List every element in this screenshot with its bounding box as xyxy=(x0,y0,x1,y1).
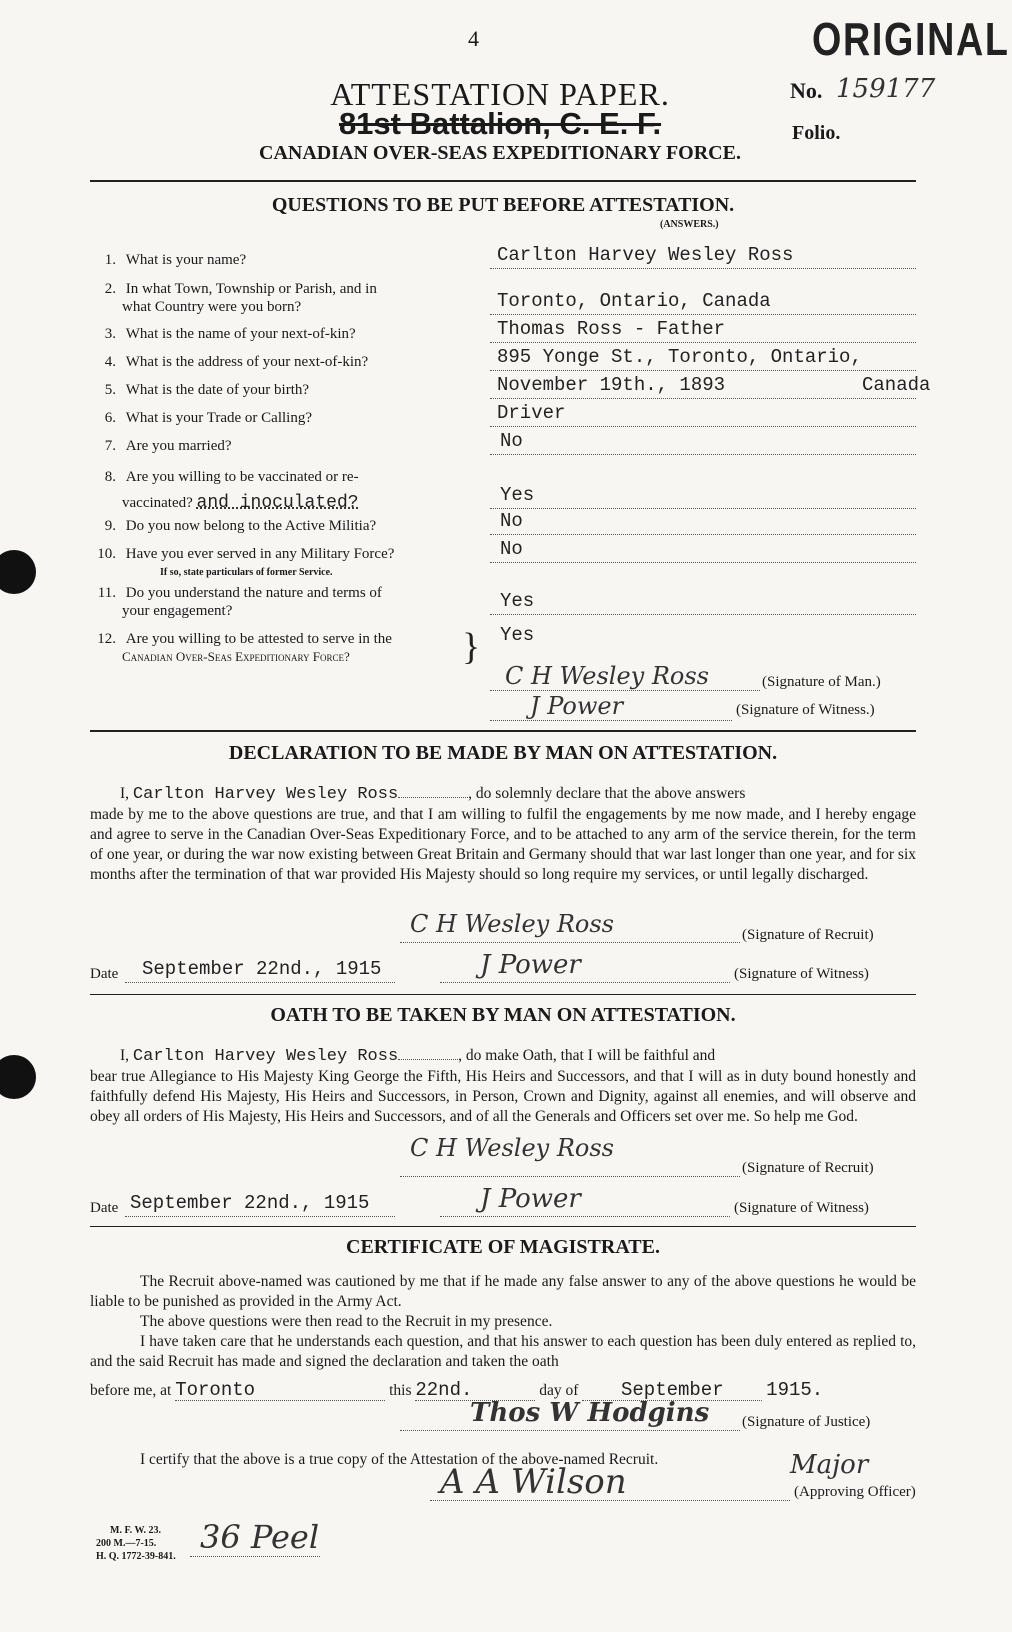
certificate-year: 1915. xyxy=(766,1379,824,1401)
question-11: 11. Do you understand the nature and terms of your engagement? xyxy=(97,585,382,619)
force-line: CANADIAN OVER-SEAS EXPEDITIONARY FORCE. xyxy=(259,142,741,164)
answer-5-extra: Canada xyxy=(862,374,931,396)
oath-date: September 22nd., 1915 xyxy=(130,1192,370,1214)
oath-body: bear true Allegiance to His Majesty King George the Fifth, His Heirs and Successors, and that I will as in duty bound honestly and faithfully defend His Majesty, His Heirs and Successors, in Person, Crown and Dignity, against all enemies, and will observe and obey all orders of His Majesty, His Heirs and Successors, and of all the Generals and Officers set over me. So help me God. xyxy=(90,1068,916,1125)
oath-date-line xyxy=(125,1216,395,1217)
answer-1: Carlton Harvey Wesley Ross xyxy=(497,244,794,266)
question-10: 10. Have you ever served in any Military Force? If so, state particulars of former Service. xyxy=(97,546,395,578)
oath-first-line: I, Carlton Harvey Wesley Ross , do make Oath, that I will be faithful and xyxy=(120,1047,716,1066)
answer-line-7 xyxy=(490,454,916,455)
answer-line-9 xyxy=(490,534,916,535)
answer-line-8 xyxy=(490,508,916,509)
question-7: 7. Are you married? xyxy=(104,438,232,454)
folio-label: Folio. xyxy=(792,122,841,144)
oath-witness-line xyxy=(440,1216,730,1217)
sig-man-line xyxy=(490,690,760,691)
certificate-month: September xyxy=(582,1380,762,1401)
justice-line xyxy=(400,1430,740,1431)
declaration-witness-signature: J Power xyxy=(480,950,581,980)
answer-8: Yes xyxy=(500,484,535,506)
declaration-first-line: I, Carlton Harvey Wesley Ross , do solemnly declare that the above answers xyxy=(120,785,746,804)
question-6: 6. What is your Trade or Calling? xyxy=(104,410,312,426)
serial-number: 159177 xyxy=(836,74,936,104)
oath-date-label: Date xyxy=(90,1200,119,1216)
signature-of-man: C H Wesley Ross xyxy=(505,662,709,690)
declaration-recruit-signature: C H Wesley Ross xyxy=(410,910,614,938)
question-12-brace: } xyxy=(462,626,481,668)
question-4: 4. What is the address of your next-of-kin? xyxy=(104,354,369,370)
sig-witness-line xyxy=(490,720,732,721)
certificate-place: Toronto xyxy=(175,1380,385,1401)
declaration-witness-label: (Signature of Witness) xyxy=(734,966,869,982)
answer-line-5 xyxy=(490,398,916,399)
answer-7: No xyxy=(500,430,523,452)
officer-line xyxy=(430,1500,790,1501)
oath-recruit-label: (Signature of Recruit) xyxy=(742,1160,874,1176)
oath-witness-label: (Signature of Witness) xyxy=(734,1200,869,1216)
certificate-para-2: The above questions were then read to the Recruit in my presence. xyxy=(140,1313,553,1330)
answer-12: Yes xyxy=(500,624,535,646)
answer-line-10 xyxy=(490,562,916,563)
answer-line-2 xyxy=(490,314,916,315)
approving-officer-signature: A A Wilson xyxy=(440,1462,627,1502)
question-3: 3. What is the name of your next-of-kin? xyxy=(104,326,356,342)
answer-9: No xyxy=(500,510,523,532)
signature-of-witness-1: J Power xyxy=(530,692,624,720)
justice-label: (Signature of Justice) xyxy=(742,1414,871,1430)
footer-note-line xyxy=(190,1556,320,1557)
question-2: 2. In what Town, Township or Parish, and in what Country were you born? xyxy=(104,281,377,315)
declaration-recruit-label: (Signature of Recruit) xyxy=(742,927,874,943)
justice-signature: Thos W Hodgins xyxy=(470,1398,710,1428)
question-8: 8. Are you willing to be vaccinated or re- vaccinated? and inoculated? xyxy=(104,469,359,513)
declaration-recruit-line xyxy=(400,942,740,943)
certify-text: I certify that the above is a true copy of the Attestation of the above-named Recruit. xyxy=(140,1451,659,1468)
answer-3: Thomas Ross - Father xyxy=(497,318,726,340)
footer-note: 36 Peel xyxy=(200,1518,320,1556)
officer-label: (Approving Officer) xyxy=(794,1484,916,1500)
declaration-name: Carlton Harvey Wesley Ross xyxy=(132,785,399,804)
oath-witness-signature: J Power xyxy=(480,1184,581,1214)
page-number: 4 xyxy=(468,26,479,51)
sig-man-label: (Signature of Man.) xyxy=(762,674,881,690)
answer-5: November 19th., 1893 xyxy=(497,374,726,396)
answers-label: (ANSWERS.) xyxy=(660,219,719,230)
declaration-date-line xyxy=(125,982,395,983)
certificate-before-line: before me, at Toronto this 22nd. day of September 1915. xyxy=(90,1379,824,1401)
officer-rank: Major xyxy=(790,1450,869,1480)
original-stamp: ORIGINAL xyxy=(812,13,1010,65)
certificate-para-1: The Recruit above-named was cautioned by me that if he made any false answer to any of the above questions he would be liable to be punished as provided in the Army Act. xyxy=(90,1273,916,1310)
declaration-witness-line xyxy=(440,982,730,983)
punch-hole-top xyxy=(0,550,36,594)
declaration-body: made by me to the above questions are true, and that I am willing to fulfil the engagements by me now made, and I hereby engage and agree to serve in the Canadian Over-Seas Expeditionary Force, and to be attached to any arm of the service therein, for the term of one year, or during the war now existing between Great Britain and Germany should that war last longer than one year, and for six months after the termination of that war provided His Majesty should so long require my services, or until legally discharged. xyxy=(90,806,916,883)
oath-recruit-line xyxy=(400,1176,740,1177)
answer-line-3 xyxy=(490,342,916,343)
question-1: 1. What is your name? xyxy=(104,252,247,268)
answer-6: Driver xyxy=(497,402,566,424)
punch-hole-bottom xyxy=(0,1055,36,1099)
oath-heading: OATH TO BE TAKEN BY MAN ON ATTESTATION. xyxy=(270,1004,736,1026)
question-9: 9. Do you now belong to the Active Militia? xyxy=(104,518,377,534)
certificate-day: 22nd. xyxy=(415,1380,535,1401)
answer-11: Yes xyxy=(500,590,535,612)
answer-line-6 xyxy=(490,426,916,427)
certificate-divider xyxy=(90,1226,916,1227)
certificate-para-3: I have taken care that he understands each question, and that his answer to each question has been duly entered as replied to, and the said Recruit has made and signed the declaration and taken the oath xyxy=(90,1333,916,1370)
oath-divider xyxy=(90,994,916,995)
declaration-divider xyxy=(90,730,916,732)
certificate-heading: CERTIFICATE OF MAGISTRATE. xyxy=(346,1236,660,1258)
answer-10: No xyxy=(500,538,523,560)
battalion-line: 81st Battalion, C. E. F. xyxy=(338,106,662,141)
declaration-date-label: Date xyxy=(90,966,119,982)
answer-4: 895 Yonge St., Toronto, Ontario, xyxy=(497,346,862,368)
sig-witness-label: (Signature of Witness.) xyxy=(736,702,875,718)
declaration-date: September 22nd., 1915 xyxy=(142,958,382,980)
answer-line-1 xyxy=(490,268,916,269)
declaration-heading: DECLARATION TO BE MADE BY MAN ON ATTESTATION. xyxy=(228,742,778,764)
answer-line-4 xyxy=(490,370,916,371)
no-label: No. xyxy=(790,78,823,103)
answer-2: Toronto, Ontario, Canada xyxy=(497,290,771,312)
document-title: ATTESTATION PAPER. xyxy=(330,76,670,112)
question-5: 5. What is the date of your birth? xyxy=(104,382,310,398)
answer-line-11 xyxy=(490,614,916,615)
questions-heading: QUESTIONS TO BE PUT BEFORE ATTESTATION. xyxy=(271,194,735,216)
oath-name: Carlton Harvey Wesley Ross xyxy=(132,1047,399,1066)
header-divider xyxy=(90,180,916,182)
oath-recruit-signature: C H Wesley Ross xyxy=(410,1134,614,1162)
form-code: M. F. W. 23. 200 M.—7-15. H. Q. 1772-39-841. xyxy=(96,1525,176,1562)
question-12: 12. Are you willing to be attested to serve in the Canadian Over-Seas Expeditionary Force? xyxy=(97,631,392,664)
